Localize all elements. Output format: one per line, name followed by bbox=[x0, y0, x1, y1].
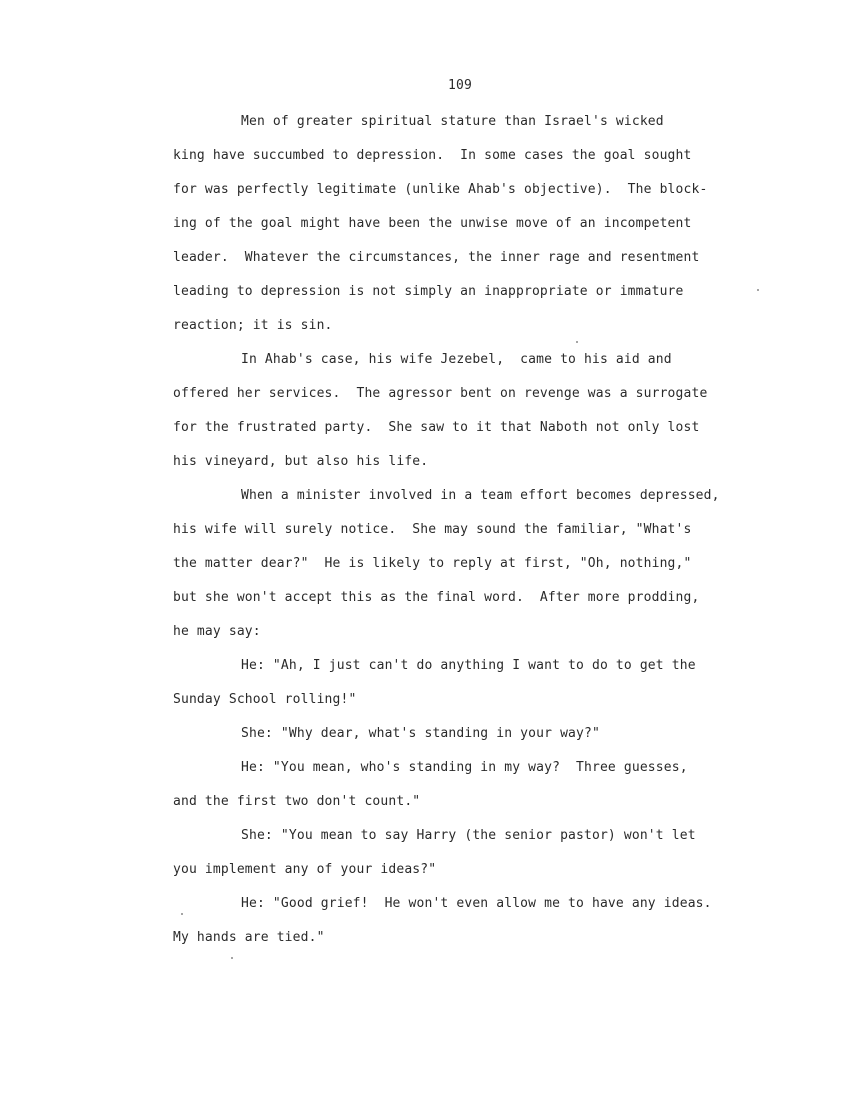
scan-speck bbox=[231, 957, 233, 959]
scan-speck bbox=[757, 289, 759, 291]
text-line: for was perfectly legitimate (unlike Ahab's objective). The block- bbox=[173, 182, 708, 197]
scan-speck bbox=[576, 341, 578, 343]
text-line: offered her services. The agressor bent on revenge was a surrogate bbox=[173, 386, 708, 401]
dialogue-line: Sunday School rolling!" bbox=[173, 692, 357, 707]
text-line: leading to depression is not simply an inappropriate or immature bbox=[173, 284, 684, 299]
text-line: Men of greater spiritual stature than Israel's wicked bbox=[241, 114, 664, 129]
text-line: king have succumbed to depression. In some cases the goal sought bbox=[173, 148, 692, 163]
dialogue-line: He: "Ah, I just can't do anything I want to do to get the bbox=[241, 658, 696, 673]
dialogue-line: She: "Why dear, what's standing in your way?" bbox=[241, 726, 600, 741]
dialogue-line: She: "You mean to say Harry (the senior pastor) won't let bbox=[241, 828, 696, 843]
text-line: his vineyard, but also his life. bbox=[173, 454, 429, 469]
text-line: leader. Whatever the circumstances, the inner rage and resentment bbox=[173, 250, 700, 265]
text-line: In Ahab's case, his wife Jezebel, came to his aid and bbox=[241, 352, 672, 367]
dialogue-line: He: "You mean, who's standing in my way? Three guesses, bbox=[241, 760, 688, 775]
text-line: but she won't accept this as the final word. After more prodding, bbox=[173, 590, 700, 605]
text-line: the matter dear?" He is likely to reply at first, "Oh, nothing," bbox=[173, 556, 692, 571]
text-line: he may say: bbox=[173, 624, 261, 639]
text-line: for the frustrated party. She saw to it that Naboth not only lost bbox=[173, 420, 700, 435]
text-line: ing of the goal might have been the unwise move of an incompetent bbox=[173, 216, 692, 231]
scan-speck bbox=[181, 913, 183, 915]
text-line: his wife will surely notice. She may sound the familiar, "What's bbox=[173, 522, 692, 537]
page-number: 109 bbox=[447, 78, 473, 93]
dialogue-line: you implement any of your ideas?" bbox=[173, 862, 437, 877]
dialogue-line: and the first two don't count." bbox=[173, 794, 421, 809]
dialogue-line: My hands are tied." bbox=[173, 930, 325, 945]
text-line: When a minister involved in a team effort becomes depressed, bbox=[241, 488, 720, 503]
text-line: reaction; it is sin. bbox=[173, 318, 333, 333]
dialogue-line: He: "Good grief! He won't even allow me to have any ideas. bbox=[241, 896, 712, 911]
